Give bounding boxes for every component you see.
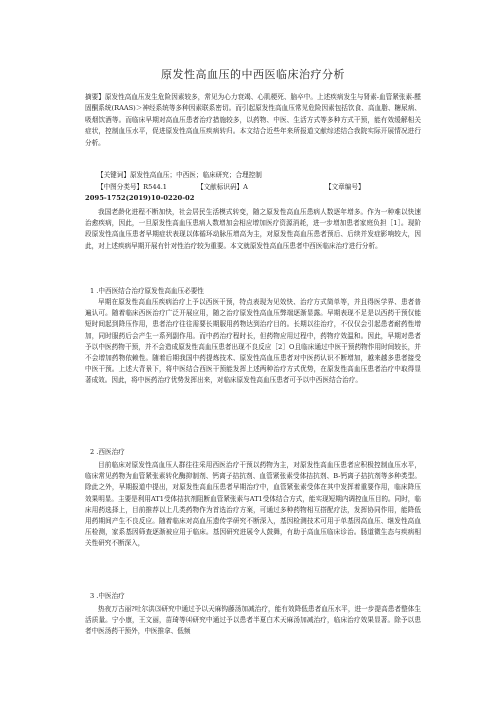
section-1-paragraph: 早期在原发性高血压疾病治疗上予以西医干预，特点表现为见效快、治疗方式简单等，并且得医学界、患者普遍认可。随着临床西医治疗广泛开展应用，随之治疗原发性高血压弊端逐渐显露。早期表现不足是以西药干预仅能短时间起到降压作用，患者治疗往往需要长期服用药物达到治疗目的。长期以往治疗，不仅仅会引起患者耐药性增加，同时服药后会产生一系列副作用。而中药治疗程时长，但药物应用过程中，药物疗效温和。因此，早期对患者予以中医药物干预，并不会造成原发性高血压患者出现不良反应［2］O且临床通过中医干预药物作用时间较长，并不会增加药物依赖性。随着后期我国中药提炼技术、原发性高血压患者对中医药认识不断增加，越来越多患者接受中医干预。上述大背景下，将中医结合西医干预能发挥上述两种治疗方式优势，在原发性高血压患者治疗中取得显著成效。因此，将中医药治疗优势发挥出来，对临床原发性高血压患者可予以中西医结合治疗。: [85, 298, 421, 385]
article-number: 2095-1752(2019)10-0220-02: [85, 194, 195, 202]
section-2-paragraph: 目前临床对原发性高血压人群往往采用西医治疗干预以药物为主，对原发性高血压患者应积极控制血压水平，临床常见药物为血管紧张素转化酶抑制剂、钙离子拮抗剂、血管紧张素受体拮抗剂、B-钙离子拮抗剂等多种类型。除此之外，早期报道中提出，对原发性高血压患者早期治疗中，血管紧张素受体在其中发挥着重要作用，临床降压效果明显。主要是利用AT1受体拮抗剂阻断血管紧张素与AT1受体结合方式，能实现短期内调控血压目的。同时，临床用药选择上，目前推荐以上几类药物作为首选治疗方案，可通过多种药物相互搭配疗法，发挥协同作用，能降低用药期间产生不良反应。随着临床对高血压遗传学研究不断深入，基因检测技术可用于单基因高血压、继发性高血压检测，家系基因筛查逐渐被应用于临床。基因研究进展令人鼓舞，有助于高血压临床诊治。肠道微生态与疾病相关性研究不断深入，: [85, 461, 421, 548]
article-number-label: 【文章编号】: [325, 183, 365, 191]
section-heading-1: 1 .中西医结合治疗原发性高血压必要性: [90, 287, 204, 295]
abstract-label: 摘要】: [85, 93, 105, 101]
abstract-text: 原发性高血压发生危险因素较多，常见为心力衰竭、心肌梗死、脑卒中。上述疾病发生与肾素-血管紧张素-醛固酮系统(RAAS)＞神经系统等多种因素联系密切。而引起原发性高血压常见危险因素包括饮食、高血脂、糖尿病、吸烟饮酒等。而临床早期对高血压患者治疗措施较多，以药物、中医、生活方式等多种方式干预，能有效缓解相关症状，控制血压水平，促进原发性高血压疾病转归。本文结合近些年来所报道文献综述结合我院实际开展情况进行分析。: [85, 93, 421, 147]
keywords: 【关键词】原发性高血压；中西医；临床研究；合理控制: [97, 171, 262, 179]
section-heading-3: 3 .中医治疗: [90, 592, 125, 600]
document-code: 【文献标识码】A: [197, 183, 248, 191]
section-heading-2: 2 .西医治疗: [90, 448, 125, 456]
clc-number: 【中图分类号】R544.1: [97, 183, 167, 191]
section-3-paragraph: 热夜万古丽?吐尔洪⑶研究中通过予以天麻钩藤汤加减治疗，能有效降低患者血压水平，进一步提高患者整体生活质量。宁小康，王文丽，苗琦等⑷研究中通过予以患者半夏白术天麻汤加减治疗，临床治疗效果显著。除予以患者中医汤药干预外，中医推拿、低频: [85, 605, 421, 636]
classification-meta: [97, 182, 421, 193]
paper-title: 原发性高血压的中西医临床治疗分析: [161, 68, 345, 81]
intro-paragraph: 我国老龄化进程不断加快，社会居民生活模式转变，随之原发性高血压患病人数逐年增多。作为一种难以快速治愈疾病，因此，一旦原发性高血压患病人数增加会相应增加医疗资源消耗，进一步增加患者家庭负担［1］。现阶段原发性高血压患者早期症状表现以体循环动脉压增高为主，对原发性高血压患者预后、后续并发症影响较大，因此，对上述疾病早期开展有针对性治疗较为重要。本文就原发性高血压患者中西医临床治疗进行分析。: [85, 208, 421, 250]
abstract: [85, 92, 421, 149]
